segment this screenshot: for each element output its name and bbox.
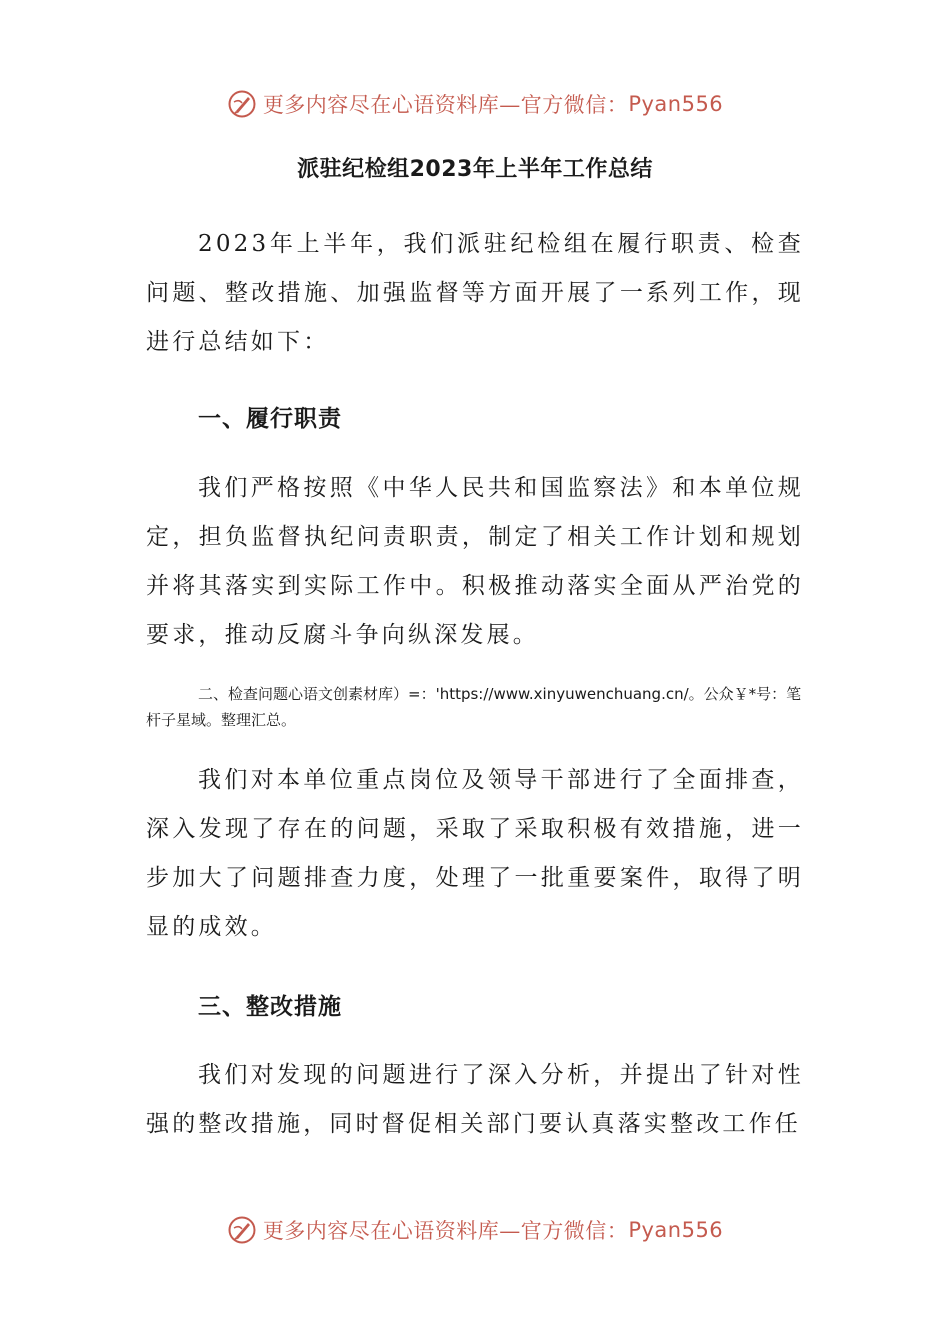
footer-watermark-banner: [0, 1210, 950, 1250]
section2-paragraph: 我们对本单位重点岗位及领导干部进行了全面排查，深入发现了存在的问题，采取了采取积极有效措施，进一步加大了问题排查力度，处理了一批重要案件，取得了明显的成效。: [146, 767, 804, 940]
section1-heading: [146, 400, 804, 433]
section1-heading-text: 一、履行职责: [198, 406, 342, 432]
intro-paragraph: 2023年上半年，我们派驻纪检组在履行职责、检查问题、整改措施、加强监督等方面开展了一系列工作，现进行总结如下：: [146, 231, 804, 355]
banner-wechat-id: Pyan556: [628, 1218, 724, 1242]
section3-block: [146, 1051, 804, 1149]
section2-heading-note-text: 二、检查问题心语文创素材库）=：'https://www.xinyuwenchuang.cn/。公众￥*号：笔杆子星域。整理汇总。: [146, 685, 802, 729]
section2-heading-note: [146, 681, 804, 733]
header-watermark-banner: [0, 84, 950, 124]
page-title: 派驻纪检组2023年上半年工作总结: [297, 157, 653, 182]
section1-paragraph: 我们严格按照《中华人民共和国监察法》和本单位规定，担负监督执纪问责职责，制定了相关工作计划和规划并将其落实到实际工作中。积极推动落实全面从严治党的要求，推动反腐斗争向纵深发展。: [146, 475, 804, 648]
section2-block: [146, 756, 804, 952]
quill-pen-logo-icon: [227, 89, 257, 119]
banner-text: 更多内容尽在心语资料库—官方微信：: [262, 93, 629, 117]
section3-heading-text: 三、整改措施: [198, 994, 342, 1020]
banner-text: 更多内容尽在心语资料库—官方微信：: [262, 1219, 629, 1243]
section1-block: [146, 464, 804, 660]
quill-pen-logo-icon: [227, 1215, 257, 1245]
banner-wechat-id: Pyan556: [628, 92, 724, 116]
intro-block: [146, 220, 804, 367]
section3-heading: [146, 988, 804, 1021]
section3-paragraph: 我们对发现的问题进行了深入分析，并提出了针对性强的整改措施，同时督促相关部门要认真落实整改工作任: [146, 1062, 804, 1137]
